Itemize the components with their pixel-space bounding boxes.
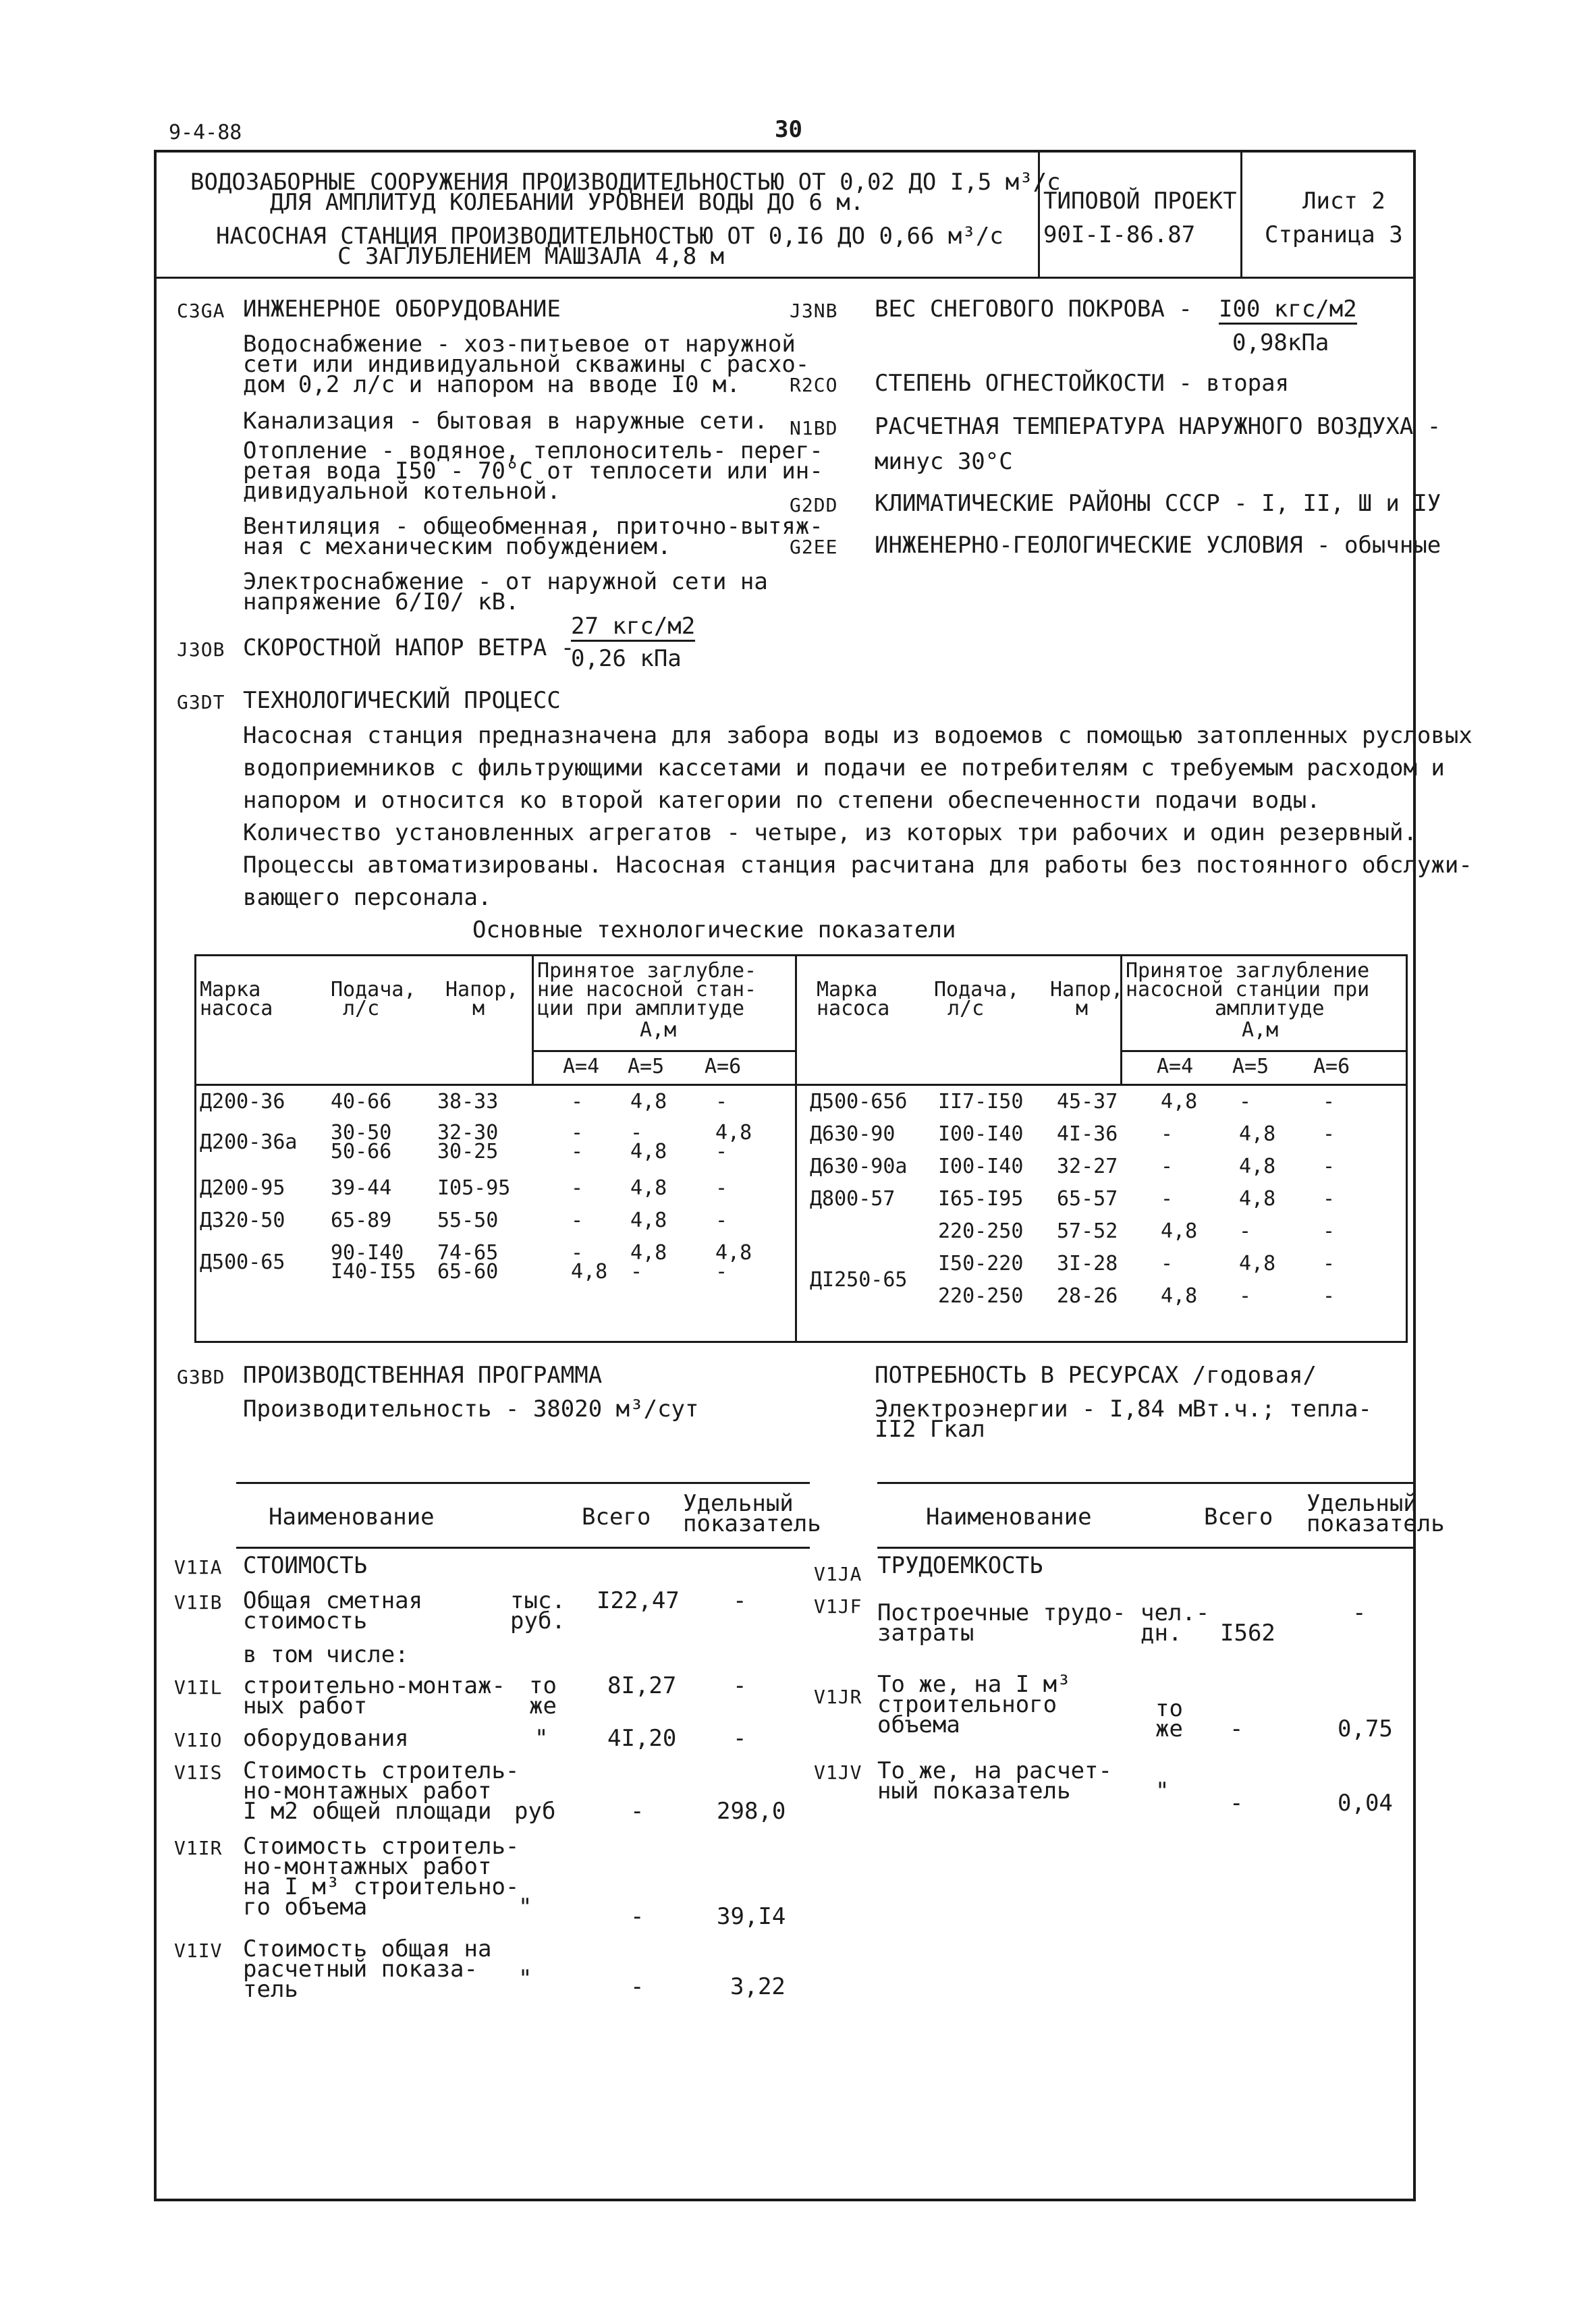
cost-r1-u2: руб.: [510, 1607, 566, 1634]
heat-text-3: дивидуальной котельной.: [243, 478, 561, 505]
pump-right-r0-a4: 4,8: [1161, 1090, 1198, 1113]
pump-right-r6-a5: -: [1239, 1284, 1252, 1308]
pump-right-r2-a5: 4,8: [1239, 1155, 1276, 1178]
snow-numerator: I00 кгс/м2: [1219, 296, 1357, 325]
header-title-4: С ЗАГЛУБЛЕНИЕМ МАШЗАЛА 4,8 м: [337, 243, 725, 270]
th-a5-r: А=5: [1232, 1055, 1269, 1078]
cost-r5-spec: 39,I4: [717, 1903, 786, 1930]
tech-title: ТЕХНОЛОГИЧЕСКИЙ ПРОЦЕСС: [243, 687, 561, 714]
cost-r1-b: стоимость: [243, 1607, 368, 1634]
th-depth-r4: А,м: [1242, 1018, 1279, 1042]
labor-r3-u: ": [1155, 1778, 1170, 1805]
pump-left-r1-a5: -: [630, 1121, 643, 1145]
cost-r5-a: Стоимость строитель-: [243, 1833, 520, 1860]
resources-title: ПОТРЕБНОСТЬ В РЕСУРСАХ /годовая/: [875, 1362, 1317, 1389]
pump-table-midline: [795, 954, 797, 1343]
pump-right-r4-a5: -: [1239, 1219, 1252, 1243]
climate-regions: КЛИМАТИЧЕСКИЕ РАЙОНЫ СССР - I, II, Ш и IУ: [875, 490, 1441, 517]
pump-left-r3-a6: -: [715, 1176, 728, 1200]
code-n1bd: N1BD: [790, 417, 838, 439]
pump-right-r1-mark: Д630-90: [810, 1122, 896, 1146]
pump-left-r6-a5: -: [630, 1260, 643, 1284]
tech-para-6: вающего персонала.: [243, 884, 492, 911]
th-depth-l3: ции при амплитуде: [537, 997, 745, 1020]
code-j3ob: J3OB: [177, 638, 225, 661]
cost-r1-a: Общая сметная: [243, 1587, 423, 1614]
cost-r4-total: -: [630, 1798, 644, 1825]
code-v1ja: V1JA: [814, 1563, 862, 1585]
th-a6-r: А=6: [1313, 1055, 1350, 1078]
eng-title: ИНЖЕНЕРНОЕ ОБОРУДОВАНИЕ: [243, 296, 561, 323]
table-caption: Основные технологические показатели: [472, 916, 956, 943]
temp-text-1: РАСЧЕТНАЯ ТЕМПЕРАТУРА НАРУЖНОГО ВОЗДУХА -: [875, 413, 1441, 440]
pump-right-r5-flow: I50-220: [938, 1252, 1024, 1275]
cost-r2-b: ных работ: [243, 1692, 368, 1719]
cost-r5-u: ": [518, 1894, 532, 1921]
code-v1il: V1IL: [174, 1676, 223, 1699]
th-a5-l: А=5: [628, 1055, 665, 1078]
pump-left-r0-a5: 4,8: [630, 1090, 667, 1113]
labor-h-spec2: показатель: [1306, 1510, 1445, 1537]
th-head-l2: м: [472, 997, 485, 1020]
th-mark-l2: насоса: [200, 997, 273, 1020]
resources-line-2: II2 Гкал: [875, 1416, 985, 1443]
pump-right-r6-a6: -: [1323, 1284, 1336, 1308]
pump-left-r3-a4: -: [571, 1176, 584, 1200]
th-flow-r2: л/с: [947, 997, 985, 1020]
water-text-1: Водоснабжение - хоз-питьевое от наружной: [243, 331, 796, 358]
cost-r6-u: ": [518, 1965, 532, 1992]
th-flow-l2: л/с: [343, 997, 380, 1020]
cost-h-spec1: Удельный: [683, 1490, 794, 1517]
pump-right-r1-a6: -: [1323, 1122, 1336, 1146]
pump-left-r4-flow: 65-89: [331, 1209, 392, 1232]
th-a4-l: А=4: [563, 1055, 600, 1078]
code-r2co: R2CO: [790, 374, 838, 396]
series-code: 9-4-88: [169, 121, 242, 144]
code-v1is: V1IS: [174, 1761, 223, 1784]
cost-h-spec2: показатель: [683, 1510, 821, 1537]
cost-r6-total: -: [630, 1973, 644, 2000]
th-depth-r1: Принятое заглубление: [1126, 959, 1370, 983]
code-g3bd: G3BD: [177, 1366, 225, 1388]
cost-r5-total: -: [630, 1903, 644, 1930]
labor-r1-spec: -: [1352, 1599, 1367, 1626]
th-head-r2: м: [1076, 997, 1089, 1020]
cost-r4-a: Стоимость строитель-: [243, 1757, 520, 1784]
header-divider: [154, 277, 1416, 279]
snow-label: ВЕС СНЕГОВОГО ПОКРОВА -: [875, 296, 1192, 323]
labor-r3-a: То же, на расчет-: [877, 1757, 1112, 1784]
pump-left-r1-head: 32-30: [437, 1121, 499, 1145]
pump-left-r5-head: 74-65: [437, 1241, 499, 1265]
temp-text-2: минус 30°С: [875, 448, 1013, 475]
pump-right-r1-head: 4I-36: [1057, 1122, 1118, 1146]
cost-r3-a: оборудования: [243, 1725, 409, 1752]
pump-right-r5-mark: ДI250-65: [810, 1268, 908, 1292]
header-title-3: НАСОСНАЯ СТАНЦИЯ ПРОИЗВОДИТЕЛЬНОСТЬЮ ОТ 0,I6 ДО 0,66 м³/с: [216, 223, 1003, 250]
th-mark-l1: Марка: [200, 978, 261, 1001]
cost-r6-b: расчетный показа-: [243, 1956, 478, 1983]
cost-r1-u1: тыс.: [510, 1587, 566, 1614]
pump-left-r3-flow: 39-44: [331, 1176, 392, 1200]
pump-right-r4-a4: 4,8: [1161, 1219, 1198, 1243]
page-number: 30: [775, 116, 802, 143]
th-flow-r1: Подача,: [934, 978, 1020, 1001]
project-number: 90I-I-86.87: [1043, 221, 1196, 248]
pump-left-r5-a5: 4,8: [630, 1241, 667, 1265]
cost-r5-c: на I м³ строительно-: [243, 1873, 520, 1900]
tech-para-5: Процессы автоматизированы. Насосная станция расчитана для работы без постоянного обслужи-: [243, 852, 1473, 879]
pump-right-r0-a6: -: [1323, 1090, 1336, 1113]
cost-r5-d: го объема: [243, 1894, 368, 1921]
pump-right-r0-head: 45-37: [1057, 1090, 1118, 1113]
pump-right-r4-a6: -: [1323, 1219, 1336, 1243]
pump-right-r6-head: 28-26: [1057, 1284, 1118, 1308]
pump-right-r1-a4: -: [1161, 1122, 1174, 1146]
th-a6-l: А=6: [705, 1055, 742, 1078]
pump-left-r3-a5: 4,8: [630, 1176, 667, 1200]
pump-right-r2-head: 32-27: [1057, 1155, 1118, 1178]
cost-r2-spec: -: [733, 1672, 747, 1699]
pump-left-r1-mark: Д200-36а: [200, 1130, 298, 1154]
pump-left-r6-a6: -: [715, 1260, 728, 1284]
labor-r2-c: объема: [877, 1711, 960, 1738]
pump-left-r2-a5: 4,8: [630, 1140, 667, 1163]
cost-r2-total: 8I,27: [607, 1672, 677, 1699]
th-head-l1: Напор,: [445, 978, 519, 1001]
labor-r1-a: Построечные трудо-: [877, 1599, 1126, 1626]
pump-left-r4-a5: 4,8: [630, 1209, 667, 1232]
labor-r2-b: строительного: [877, 1691, 1057, 1718]
pump-table-header-bottom: [194, 1084, 1408, 1086]
tech-para-1: Насосная станция предназначена для забора воды из водоемов с помощью затопленных русловых: [243, 722, 1473, 749]
labor-table-header-bottom: [877, 1547, 1414, 1549]
wind-denominator: 0,26 кПа: [571, 645, 682, 672]
header-vsep2: [1240, 150, 1242, 278]
cost-table-header-bottom: [236, 1547, 810, 1549]
labor-title: ТРУДОЕМКОСТЬ: [877, 1552, 1043, 1579]
pump-right-r3-head: 65-57: [1057, 1187, 1118, 1211]
labor-r1-u1: чел.-: [1140, 1599, 1210, 1626]
pump-right-r0-mark: Д500-65б: [810, 1090, 908, 1113]
fire-resistance: СТЕПЕНЬ ОГНЕСТОЙКОСТИ - вторая: [875, 370, 1290, 397]
cost-r3-total: 4I,20: [607, 1725, 677, 1752]
code-c3ga: C3GA: [177, 300, 225, 322]
pump-left-r4-a6: -: [715, 1209, 728, 1232]
pump-left-r5-mark: Д500-65: [200, 1250, 285, 1274]
tech-para-4: Количество установленных агрегатов - четыре, из которых три рабочих и один резервный.: [243, 819, 1417, 846]
cost-h-total: Всего: [582, 1504, 651, 1531]
labor-r1-total: I562: [1220, 1620, 1275, 1647]
code-v1io: V1IO: [174, 1729, 223, 1751]
pump-right-r2-mark: Д630-90а: [810, 1155, 908, 1178]
program-capacity: Производительность - 38020 м³/сут: [243, 1396, 699, 1423]
pump-table-vsep-right: [1120, 954, 1122, 1084]
cost-r1-spec: -: [733, 1587, 747, 1614]
sewer-text: Канализация - бытовая в наружные сети.: [243, 408, 768, 435]
th-depth-l4: А,м: [640, 1018, 677, 1042]
pump-left-r1-a6: 4,8: [715, 1121, 752, 1145]
cost-r2-u1: то: [529, 1672, 557, 1699]
code-v1ir: V1IR: [174, 1837, 223, 1859]
power-text-2: напряжение 6/I0/ кВ.: [243, 588, 520, 615]
pump-left-r3-mark: Д200-95: [200, 1176, 285, 1200]
pump-left-r5-flow: 90-I40: [331, 1241, 404, 1265]
pump-right-r3-a4: -: [1161, 1187, 1174, 1211]
pump-right-r6-flow: 220-250: [938, 1284, 1024, 1308]
pump-left-r6-flow: I40-I55: [331, 1260, 416, 1284]
pump-table-sub-left: [532, 1050, 795, 1052]
code-j3nb: J3NB: [790, 300, 838, 322]
th-mark-r2: насоса: [817, 997, 890, 1020]
cost-r5-b: но-монтажных работ: [243, 1853, 492, 1880]
pump-right-r3-flow: I65-I95: [938, 1187, 1024, 1211]
pump-left-r0-flow: 40-66: [331, 1090, 392, 1113]
header-title-1: ВОДОЗАБОРНЫЕ СООРУЖЕНИЯ ПРОИЗВОДИТЕЛЬНОСТЬЮ ОТ 0,02 ДО I,5 м³/с: [190, 169, 1061, 196]
cost-title: СТОИМОСТЬ: [243, 1552, 368, 1579]
pump-right-r2-a6: -: [1323, 1155, 1336, 1178]
code-v1jf: V1JF: [814, 1595, 862, 1618]
pump-left-r6-head: 65-60: [437, 1260, 499, 1284]
heat-text-1: Отопление - водяное, теплоноситель- перег-: [243, 437, 823, 464]
th-mark-r1: Марка: [817, 978, 878, 1001]
labor-r3-b: ный показатель: [877, 1778, 1071, 1805]
code-v1jr: V1JR: [814, 1686, 862, 1708]
water-text-2: сети или индивидуальной скважины с расхо-: [243, 351, 810, 378]
pump-right-r3-mark: Д800-57: [810, 1187, 896, 1211]
project-label: ТИПОВОЙ ПРОЕКТ: [1043, 188, 1237, 215]
pump-right-r3-a5: 4,8: [1239, 1187, 1276, 1211]
labor-r1-u2: дн.: [1140, 1620, 1182, 1647]
th-depth-l1: Принятое заглубле-: [537, 959, 757, 983]
pump-left-r2-a4: -: [571, 1140, 584, 1163]
cost-r4-c: I м2 общей площади: [243, 1798, 492, 1825]
code-v1iv: V1IV: [174, 1939, 223, 1962]
pump-right-r5-head: 3I-28: [1057, 1252, 1118, 1275]
cost-r6-spec: 3,22: [730, 1973, 786, 2000]
resources-line-1: Электроэнергии - I,84 мВт.ч.; тепла-: [875, 1396, 1372, 1423]
labor-r2-spec: 0,75: [1338, 1715, 1393, 1742]
th-a4-r: А=4: [1157, 1055, 1194, 1078]
pump-right-r2-a4: -: [1161, 1155, 1174, 1178]
th-depth-r3: амплитуде: [1215, 997, 1325, 1020]
th-depth-r2: насосной станции при: [1126, 978, 1370, 1001]
pump-left-r4-mark: Д320-50: [200, 1209, 285, 1232]
pump-right-r0-a5: -: [1239, 1090, 1252, 1113]
pump-left-r0-a6: -: [715, 1090, 728, 1113]
wind-label: СКОРОСТНОЙ НАПОР ВЕТРА -: [243, 634, 575, 661]
page-label: Страница 3: [1265, 221, 1403, 248]
vent-text-2: ная с механическим побуждением.: [243, 533, 671, 560]
pump-right-r3-a6: -: [1323, 1187, 1336, 1211]
labor-r1-b: затраты: [877, 1620, 974, 1647]
cost-r6-a: Стоимость общая на: [243, 1935, 492, 1962]
cost-r3-u: ": [534, 1725, 549, 1752]
power-text-1: Электроснабжение - от наружной сети на: [243, 568, 768, 595]
program-title: ПРОИЗВОДСТВЕННАЯ ПРОГРАММА: [243, 1362, 603, 1389]
cost-r2-u2: же: [529, 1692, 557, 1719]
code-g3dt: G3DT: [177, 691, 225, 713]
pump-left-r4-a4: -: [571, 1209, 584, 1232]
labor-r2-total: -: [1230, 1715, 1244, 1742]
header-title-2: ДЛЯ АМПЛИТУД КОЛЕБАНИЙ УРОВНЕЙ ВОДЫ ДО 6 м.: [270, 189, 864, 216]
labor-r3-spec: 0,04: [1338, 1790, 1393, 1817]
pump-table-sub-right: [1120, 1050, 1408, 1052]
pump-left-r0-head: 38-33: [437, 1090, 499, 1113]
pump-left-r1-a4: -: [571, 1121, 584, 1145]
heat-text-2: ретая вода I50 - 70°С от теплосети или ин-: [243, 458, 823, 485]
labor-r2-u1: то: [1155, 1695, 1183, 1722]
pump-left-r2-a6: -: [715, 1140, 728, 1163]
pump-right-r4-head: 57-52: [1057, 1219, 1118, 1243]
pump-right-r1-flow: I00-I40: [938, 1122, 1024, 1146]
cost-r3-spec: -: [733, 1725, 747, 1752]
cost-r4-b: но-монтажных работ: [243, 1778, 492, 1805]
code-v1ia: V1IA: [174, 1556, 223, 1578]
pump-right-r5-a4: -: [1161, 1252, 1174, 1275]
th-head-r1: Напор,: [1050, 978, 1124, 1001]
pump-left-r2-head: 30-25: [437, 1140, 499, 1163]
tech-para-2: водоприемников с фильтрующими кассетами и подачи ее потребителям с требуемым расходом и: [243, 754, 1445, 781]
labor-r2-u2: же: [1155, 1715, 1183, 1742]
code-g2dd: G2DD: [790, 494, 838, 516]
cost-r2-a: строительно-монтаж-: [243, 1672, 505, 1699]
wind-numerator: 27 кгс/м2: [571, 613, 695, 642]
cost-h-name: Наименование: [269, 1504, 435, 1531]
pump-left-r5-a6: 4,8: [715, 1241, 752, 1265]
tech-para-3: напором и относится ко второй категории по степени обеспеченности подачи воды.: [243, 787, 1321, 814]
pump-right-r2-flow: I00-I40: [938, 1155, 1024, 1178]
cost-including: в том числе:: [243, 1641, 409, 1668]
code-v1jv: V1JV: [814, 1761, 862, 1784]
code-g2ee: G2EE: [790, 536, 838, 558]
pump-right-r1-a5: 4,8: [1239, 1122, 1276, 1146]
pump-left-r1-flow: 30-50: [331, 1121, 392, 1145]
sheet-number: Лист 2: [1302, 188, 1385, 215]
water-text-3: дом 0,2 л/с и напором на вводе I0 м.: [243, 371, 740, 398]
vent-text-1: Вентиляция - общеобменная, приточно-вытяж-: [243, 513, 823, 540]
pump-table-vsep-left: [532, 954, 534, 1084]
pump-left-r5-a4: -: [571, 1241, 584, 1265]
geology-conditions: ИНЖЕНЕРНО-ГЕОЛОГИЧЕСКИЕ УСЛОВИЯ - обычные: [875, 532, 1441, 559]
pump-right-r4-flow: 220-250: [938, 1219, 1024, 1243]
pump-right-r6-a4: 4,8: [1161, 1284, 1198, 1308]
snow-denominator: 0,98кПа: [1232, 329, 1329, 356]
cost-r4-u: руб: [514, 1798, 556, 1825]
cost-r6-c: тель: [243, 1976, 298, 2003]
th-depth-l2: ние насосной стан-: [537, 978, 757, 1001]
cost-r4-spec: 298,0: [717, 1798, 786, 1825]
pump-right-r5-a5: 4,8: [1239, 1252, 1276, 1275]
labor-h-name: Наименование: [926, 1504, 1092, 1531]
labor-table-top: [877, 1482, 1414, 1484]
pump-right-r0-flow: II7-I50: [938, 1090, 1024, 1113]
labor-h-total: Всего: [1204, 1504, 1273, 1531]
pump-left-r2-flow: 50-66: [331, 1140, 392, 1163]
pump-left-r6-a4: 4,8: [571, 1260, 608, 1284]
th-flow-l1: Подача,: [331, 978, 416, 1001]
pump-left-r4-head: 55-50: [437, 1209, 499, 1232]
labor-h-spec1: Удельный: [1306, 1490, 1417, 1517]
cost-r1-total: I22,47: [597, 1587, 680, 1614]
labor-r2-a: То же, на I м³: [877, 1671, 1071, 1698]
pump-left-r0-mark: Д200-36: [200, 1090, 285, 1113]
cost-table-top: [236, 1482, 810, 1484]
pump-left-r3-head: I05-95: [437, 1176, 511, 1200]
code-v1ib: V1IB: [174, 1591, 223, 1614]
pump-right-r5-a6: -: [1323, 1252, 1336, 1275]
pump-left-r0-a4: -: [571, 1090, 584, 1113]
labor-r3-total: -: [1230, 1790, 1244, 1817]
